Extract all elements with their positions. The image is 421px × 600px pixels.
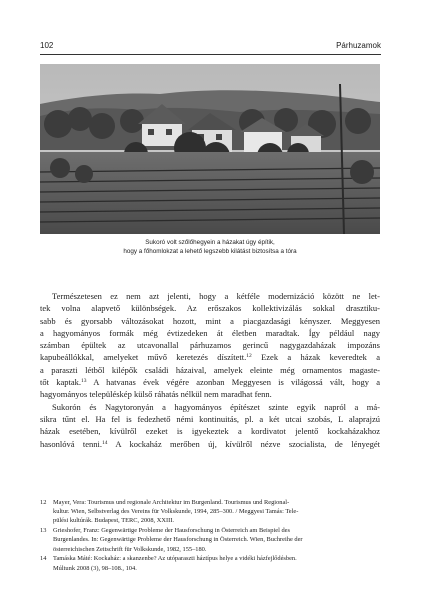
footnote-number: 14 [40,555,47,563]
running-header [40,41,381,53]
text-line [40,438,380,450]
text-segment: tőt kaptak. [40,377,81,388]
text-segment: hasonlóvá tenni. [40,438,102,449]
footnote [40,498,380,526]
footnote-line: kultur. Wien, Selbstverlag des Vereins für Volkskunde, 1994, 285–300. / Meggyesi Tamás: Tele- [53,508,299,516]
footnote-line: österreichischen Zeitschrift für Volkskunde, 1982, 155–180. [53,545,207,553]
village-hillside-photo [40,64,380,234]
text-line: hagyományos településkép külső ráhatás nélkül nem maradhat fenn. [40,389,272,400]
text-line: a hagyományos formák még évtizedeken át életben maradtak. Így például nagy [40,327,380,338]
text-line [40,351,380,363]
footnote-ref: 12 [246,353,252,360]
footnote-number: 12 [40,499,47,506]
footnote-line: Burgenlandes. In: Gegenwärtige Probleme der Hausforschung in Österreich. Wien, Buchreihe der [53,536,303,544]
caption-line: Sukoró volt szőlőhegyein a házakat úgy építik, [145,239,275,246]
text-line: sikra tűnt el. Ha fel is fedezhető némi kontinuitás, pl. a két utcai szobás, L alaprajzú [40,413,380,424]
page-number: 102 [40,41,54,50]
text-line: a paraszti létből kilépők családi házaival, amelyek eleinte még ornamentos magaste- [40,364,380,375]
photo-caption [40,239,380,256]
text-line: számban épültek az utcavonallal párhuzamos gerincű nagygazdaházak impozáns [40,340,380,351]
text-line: házak esetében, kívülről ezeket is igyekeztek a kordivatot jelentő kockaházakhoz [40,426,380,437]
footnotes [40,498,380,573]
footnote-line: Tamáska Máté: Kockaház: a skanzenbe? Az utóparaszti háztípus helye a vidéki házfejlődésben. [53,555,297,563]
footnote-line: Múltunk 2008 (3), 98–108., 104. [53,564,137,572]
text-line: sabb és gyorsabb változásokat hozott, mint a piacgazdasági kényszer. Meggyesen [40,315,380,326]
text-segment: Ezek a házak keveredtek a [251,352,380,363]
text-line: tek volna alapvető különbségek. Az erőszakos kollektivizálás sokkal drasztiku- [40,303,380,314]
footnote [40,554,380,572]
footnote-ref: 14 [102,439,108,446]
footnote-line: Grieshofer, Franz: Gegenwärtige Probleme der Hausforschung in Österreich am Beispiel des [53,527,291,535]
text-line [40,376,380,388]
footnote-number: 13 [40,527,47,535]
text-line: Sukorón és Nagytoronyán a hagyományos építészet szinte egyik napról a má- [52,401,380,412]
footnote-ref: 13 [80,378,87,385]
header-rule [40,54,381,55]
running-title: Párhuzamok [336,41,381,50]
footnote [40,526,380,554]
text-segment: kapubeállókkal, amelyeket művő keretezés díszített. [40,352,247,363]
footnote-line: Mayer, Vera: Tourismus und regionale Architektur im Burgenland. Tourismus und Regional- [53,499,290,506]
caption-line: hogy a főhomlokzat a lehető legszebb kilátást biztosítsa a tóra [123,247,297,255]
text-segment: A kockaház merőben új, kívülről nézve szocialista, de lényegét [107,438,380,449]
text-segment: A hatvanas évek végére azonban Meggyesen is világossá vált, hogy a [86,377,380,388]
text-line: Természetesen ez nem azt jelenti, hogy a kétféle modernizáció között ne let- [52,291,380,301]
footnote-line: pülési kultúrák. Budapest, TERC, 2008, XXIII. [53,517,174,525]
body-text [40,290,380,450]
